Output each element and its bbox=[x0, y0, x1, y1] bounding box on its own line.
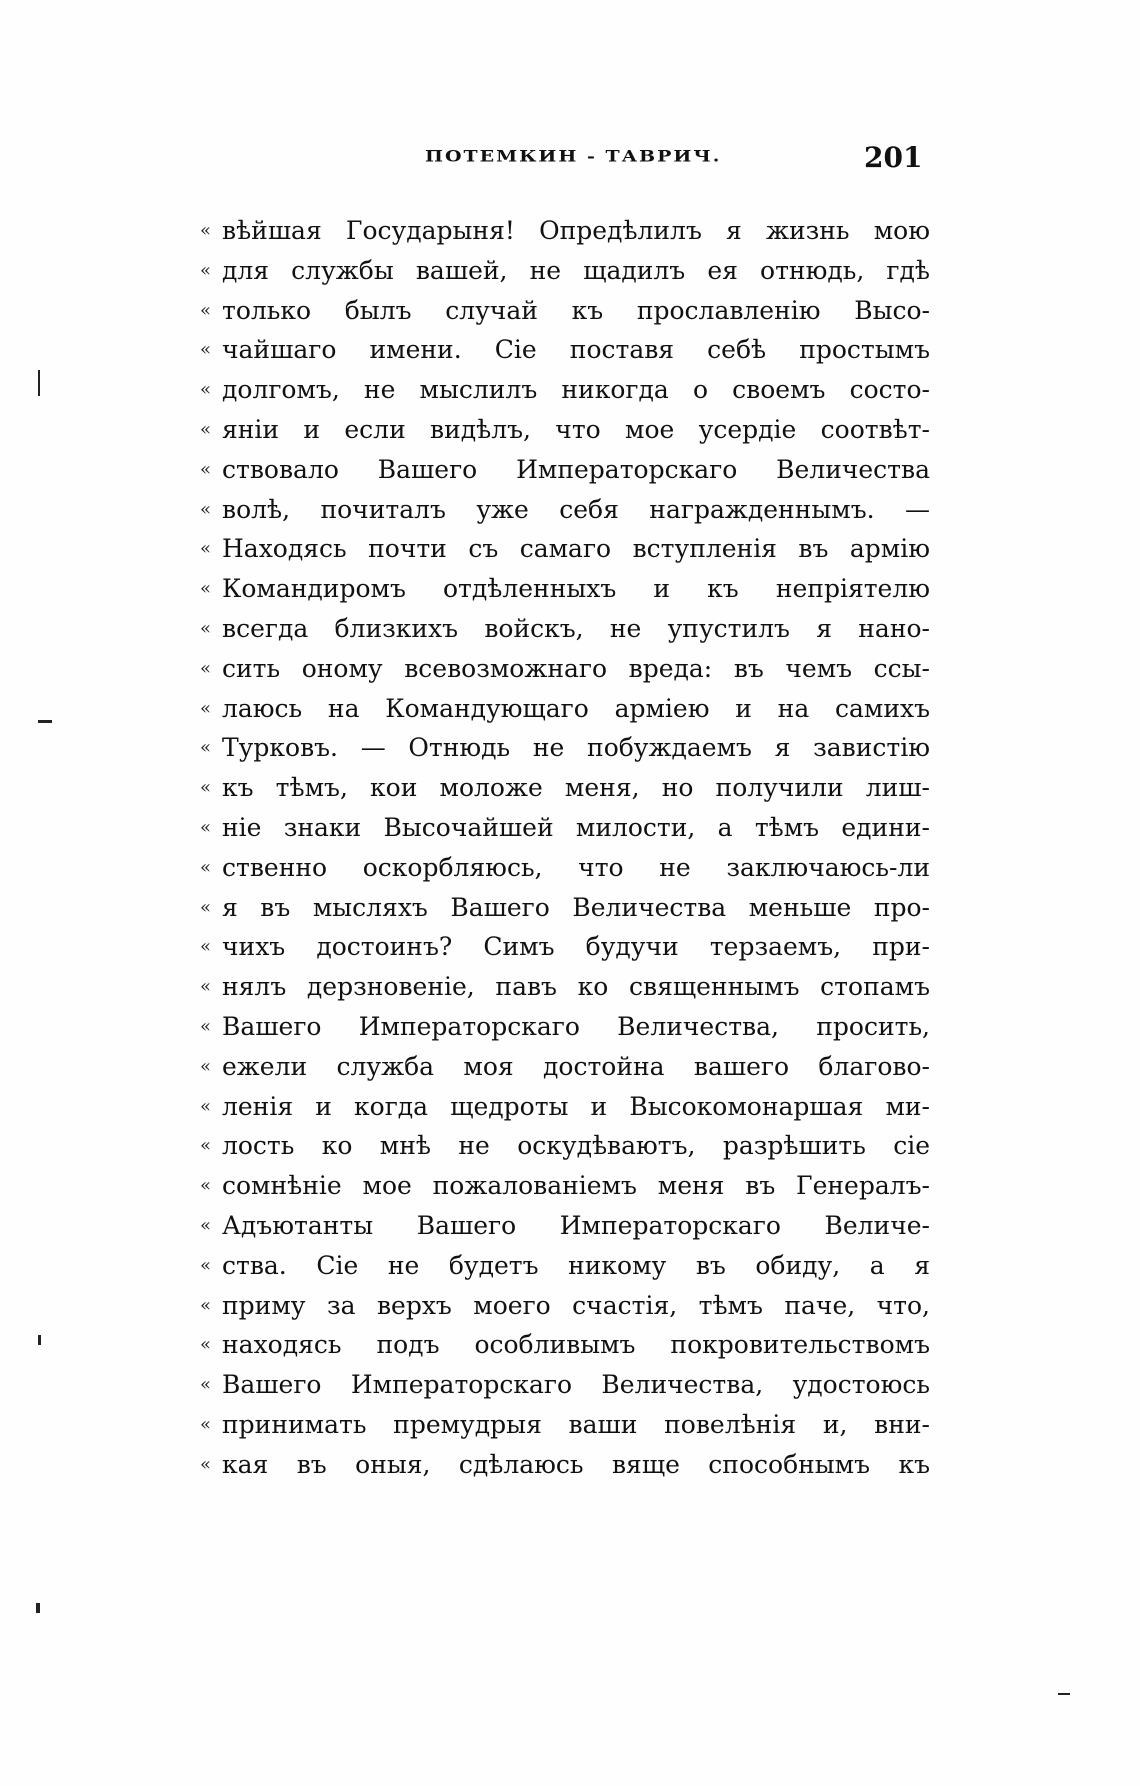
line-text: ежели служба моя достойна вашего благово- bbox=[222, 1051, 930, 1081]
line-text: ствовало Вашего Императорскаго Величества bbox=[222, 454, 930, 484]
text-line bbox=[200, 291, 930, 331]
margin-tick bbox=[36, 1603, 40, 1613]
line-text: Вашего Императорскаго Величества, удостоюсь bbox=[222, 1370, 930, 1400]
quote-mark: « bbox=[200, 816, 212, 838]
text-line bbox=[200, 728, 930, 768]
quote-mark: « bbox=[200, 1015, 212, 1037]
quote-mark: « bbox=[200, 259, 212, 281]
text-line bbox=[200, 1246, 930, 1286]
quote-mark: « bbox=[200, 418, 212, 440]
line-text: ленія и когда щедроты и Высокомонаршая ми- bbox=[222, 1091, 930, 1121]
line-text: къ тѣмъ, кои моложе меня, но получили лиш- bbox=[222, 773, 930, 803]
quote-mark: « bbox=[200, 458, 212, 480]
text-line bbox=[200, 529, 930, 569]
line-text: приму за верхъ моего счастія, тѣмъ паче, что, bbox=[222, 1290, 930, 1320]
line-text: чихъ достоинъ? Симъ будучи терзаемъ, при- bbox=[222, 932, 930, 962]
line-text: ніе знаки Высочайшей милости, а тѣмъ едини- bbox=[222, 812, 930, 842]
line-text: Турковъ. — Отнюдь не побуждаемъ я завистію bbox=[222, 733, 930, 763]
text-line bbox=[200, 967, 930, 1007]
quote-mark: « bbox=[200, 1214, 212, 1236]
text-line bbox=[200, 569, 930, 609]
quote-mark: « bbox=[200, 976, 212, 998]
line-text: Командиромъ отдѣленныхъ и къ непріятелю bbox=[222, 574, 930, 604]
quote-mark: « bbox=[200, 1413, 212, 1435]
text-line bbox=[200, 848, 930, 888]
line-text: Адъютанты Вашего Императорскаго Величе- bbox=[222, 1210, 930, 1240]
line-text: я въ мысляхъ Вашего Величества меньше про- bbox=[222, 892, 930, 922]
text-line bbox=[200, 927, 930, 967]
line-text: лость ко мнѣ не оскудѣваютъ, разрѣшить сіе bbox=[222, 1131, 930, 1161]
quote-mark: « bbox=[200, 1135, 212, 1157]
text-line bbox=[200, 1047, 930, 1087]
line-text: только былъ случай къ прославленію Высо- bbox=[222, 295, 930, 325]
quote-mark: « bbox=[200, 538, 212, 560]
text-line bbox=[200, 251, 930, 291]
text-line bbox=[200, 1166, 930, 1206]
text-line bbox=[200, 1286, 930, 1326]
quote-mark: « bbox=[200, 777, 212, 799]
quote-mark: « bbox=[200, 1175, 212, 1197]
quote-mark: « bbox=[200, 1254, 212, 1276]
quote-mark: « bbox=[200, 1055, 212, 1077]
margin-tick bbox=[38, 720, 52, 723]
quote-mark: « bbox=[200, 1095, 212, 1117]
text-line bbox=[200, 370, 930, 410]
quote-mark: « bbox=[200, 1374, 212, 1396]
text-line bbox=[200, 1087, 930, 1127]
running-head: ПОТЕМКИН - ТАВРИЧ. bbox=[425, 147, 722, 166]
line-text: сомнѣніе мое пожалованіемъ меня въ Генералъ- bbox=[222, 1171, 930, 1201]
line-text: кая въ оныя, сдѣлаюсь вяще способнымъ къ bbox=[222, 1449, 930, 1479]
body-text bbox=[200, 211, 930, 1485]
text-line bbox=[200, 768, 930, 808]
margin-tick bbox=[1058, 1693, 1070, 1695]
quote-mark: « bbox=[200, 1453, 212, 1475]
line-text: ства. Сіе не будетъ никому въ обиду, а я bbox=[222, 1250, 930, 1280]
page-number: 201 bbox=[864, 141, 923, 174]
line-text: лаюсь на Командующаго арміею и на самихъ bbox=[222, 693, 930, 723]
quote-mark: « bbox=[200, 896, 212, 918]
text-line bbox=[200, 490, 930, 530]
page-header bbox=[0, 141, 1140, 185]
quote-mark: « bbox=[200, 617, 212, 639]
margin-tick bbox=[38, 1335, 41, 1345]
text-line bbox=[200, 1365, 930, 1405]
quote-mark: « bbox=[200, 657, 212, 679]
margin-tick bbox=[38, 370, 40, 396]
quote-mark: « bbox=[200, 578, 212, 600]
quote-mark: « bbox=[200, 220, 212, 241]
quote-mark: « bbox=[200, 1294, 212, 1316]
line-text: вѣйшая Государыня! Опредѣлилъ я жизнь мою bbox=[222, 216, 930, 245]
text-line bbox=[200, 808, 930, 848]
line-text: находясь подъ особливымъ покровительствомъ bbox=[222, 1330, 930, 1360]
line-text: волѣ, почиталъ уже себя награжденнымъ. — bbox=[222, 494, 930, 524]
line-text: принимать премудрыя ваши повелѣнія и, вни- bbox=[222, 1409, 930, 1439]
line-text: Вашего Императорскаго Величества, просить, bbox=[222, 1011, 930, 1041]
quote-mark: « bbox=[200, 856, 212, 878]
line-text: нялъ дерзновеніе, павъ ко священнымъ стопамъ bbox=[222, 972, 930, 1002]
quote-mark: « bbox=[200, 299, 212, 321]
text-line bbox=[200, 1405, 930, 1445]
quote-mark: « bbox=[200, 737, 212, 759]
quote-mark: « bbox=[200, 339, 212, 361]
line-text: Находясь почти съ самаго вступленія въ армію bbox=[222, 534, 930, 564]
quote-mark: « bbox=[200, 498, 212, 520]
line-text: сить оному всевозможнаго вреда: въ чемъ ссы- bbox=[222, 653, 930, 683]
text-line bbox=[200, 1007, 930, 1047]
text-line bbox=[200, 1325, 930, 1365]
text-line bbox=[200, 330, 930, 370]
line-text: для службы вашей, не щадилъ ея отнюдь, гдѣ bbox=[222, 255, 930, 285]
line-text: яніи и если видѣлъ, что мое усердіе соотвѣт- bbox=[222, 414, 930, 444]
text-line bbox=[200, 1445, 930, 1485]
text-line bbox=[200, 689, 930, 729]
text-line bbox=[200, 450, 930, 490]
text-line bbox=[200, 609, 930, 649]
text-line bbox=[200, 1126, 930, 1166]
line-text: всегда близкихъ войскъ, не упустилъ я нано- bbox=[222, 613, 930, 643]
text-line bbox=[200, 649, 930, 689]
line-text: долгомъ, не мыслилъ никогда о своемъ состо- bbox=[222, 375, 930, 405]
text-line bbox=[200, 211, 930, 251]
line-text: ственно оскорбляюсь, что не заключаюсь-ли bbox=[222, 852, 930, 882]
text-line bbox=[200, 410, 930, 450]
quote-mark: « bbox=[200, 936, 212, 958]
line-text: чайшаго имени. Сіе поставя себѣ простымъ bbox=[222, 335, 930, 365]
quote-mark: « bbox=[200, 1334, 212, 1356]
quote-mark: « bbox=[200, 697, 212, 719]
text-line bbox=[200, 1206, 930, 1246]
quote-mark: « bbox=[200, 379, 212, 401]
text-line bbox=[200, 888, 930, 928]
